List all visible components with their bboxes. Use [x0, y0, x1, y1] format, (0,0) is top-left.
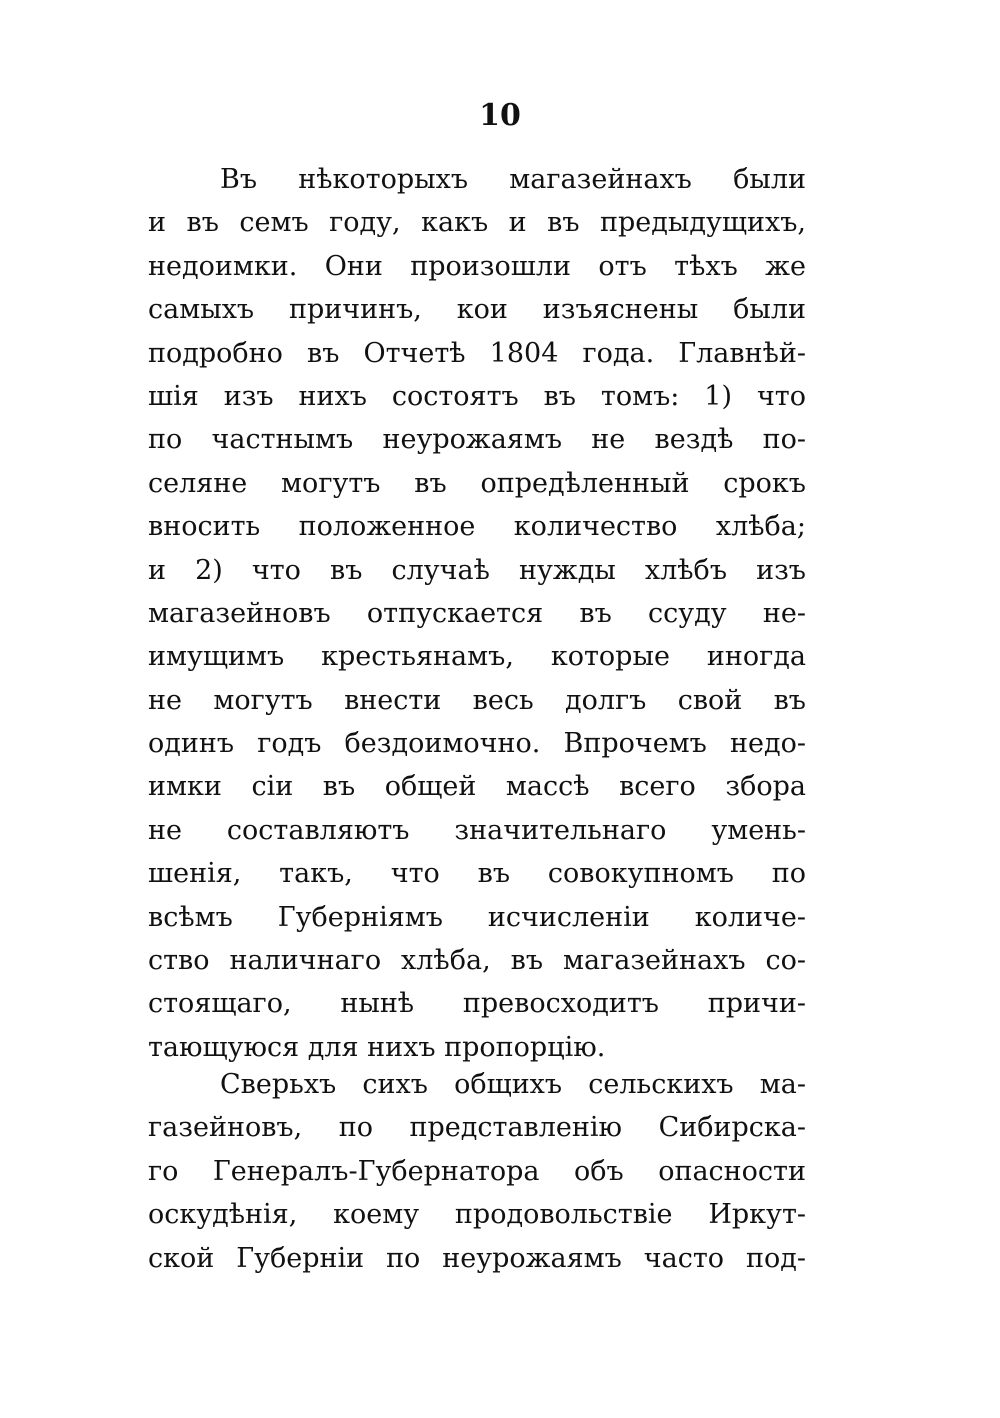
- text-line: и въ семъ году, какъ и въ предыдущихъ,: [148, 207, 806, 239]
- text-line: тающуюся для нихъ пропорцію.: [148, 1031, 606, 1063]
- text-line: вносить положенное количество хлѣба;: [148, 511, 806, 543]
- text-line: ство наличнаго хлѣба, въ магазейнахъ со-: [148, 945, 806, 977]
- text-line: не составляютъ значительнаго умень-: [148, 814, 806, 846]
- text-line: оскудѣнія, коему продовольствіе Иркут-: [148, 1199, 806, 1231]
- text-line: шія изъ нихъ состоятъ въ томъ: 1) что: [148, 380, 806, 412]
- text-line: Въ нѣкоторыхъ магазейнахъ были: [220, 164, 806, 195]
- text-line: ской Губерніи по неурожаямъ часто под-: [148, 1242, 806, 1274]
- text-line: всѣмъ Губерніямъ исчисленіи количе-: [148, 901, 806, 933]
- text-line: одинъ годъ бездоимочно. Впрочемъ недо-: [148, 728, 806, 760]
- text-line: самыхъ причинъ, кои изъяснены были: [148, 294, 806, 326]
- text-line: шенія, такъ, что въ совокупномъ по: [148, 858, 806, 890]
- text-line: и 2) что въ случаѣ нужды хлѣбъ изъ: [148, 554, 806, 586]
- text-line: стоящаго, нынѣ превосходитъ причи-: [148, 988, 806, 1020]
- text-line: Сверьхъ сихъ общихъ сельскихъ ма-: [220, 1069, 806, 1100]
- text-line: магазейновъ отпускается въ ссуду не-: [148, 597, 806, 629]
- paragraph-2: [148, 1063, 806, 1280]
- text-line: имки сіи въ общей массѣ всего збора: [148, 771, 806, 803]
- page-number: 10: [479, 98, 521, 133]
- paragraph-1: [148, 158, 806, 1069]
- text-line: газейновъ, по представленію Сибирска-: [148, 1112, 806, 1144]
- text-line: недоимки. Они произошли отъ тѣхъ же: [148, 250, 806, 282]
- text-line: имущимъ крестьянамъ, которые иногда: [148, 641, 806, 673]
- text-line: по частнымъ неурожаямъ не вездѣ по-: [148, 424, 806, 456]
- text-line: подробно въ Отчетѣ 1804 года. Главнѣй-: [148, 337, 806, 369]
- text-line: селяне могутъ въ опредѣленный срокъ: [148, 467, 806, 499]
- text-line: го Генералъ-Губернатора объ опасности: [148, 1155, 806, 1187]
- text-line: не могутъ внести весь долгъ свой въ: [148, 684, 806, 716]
